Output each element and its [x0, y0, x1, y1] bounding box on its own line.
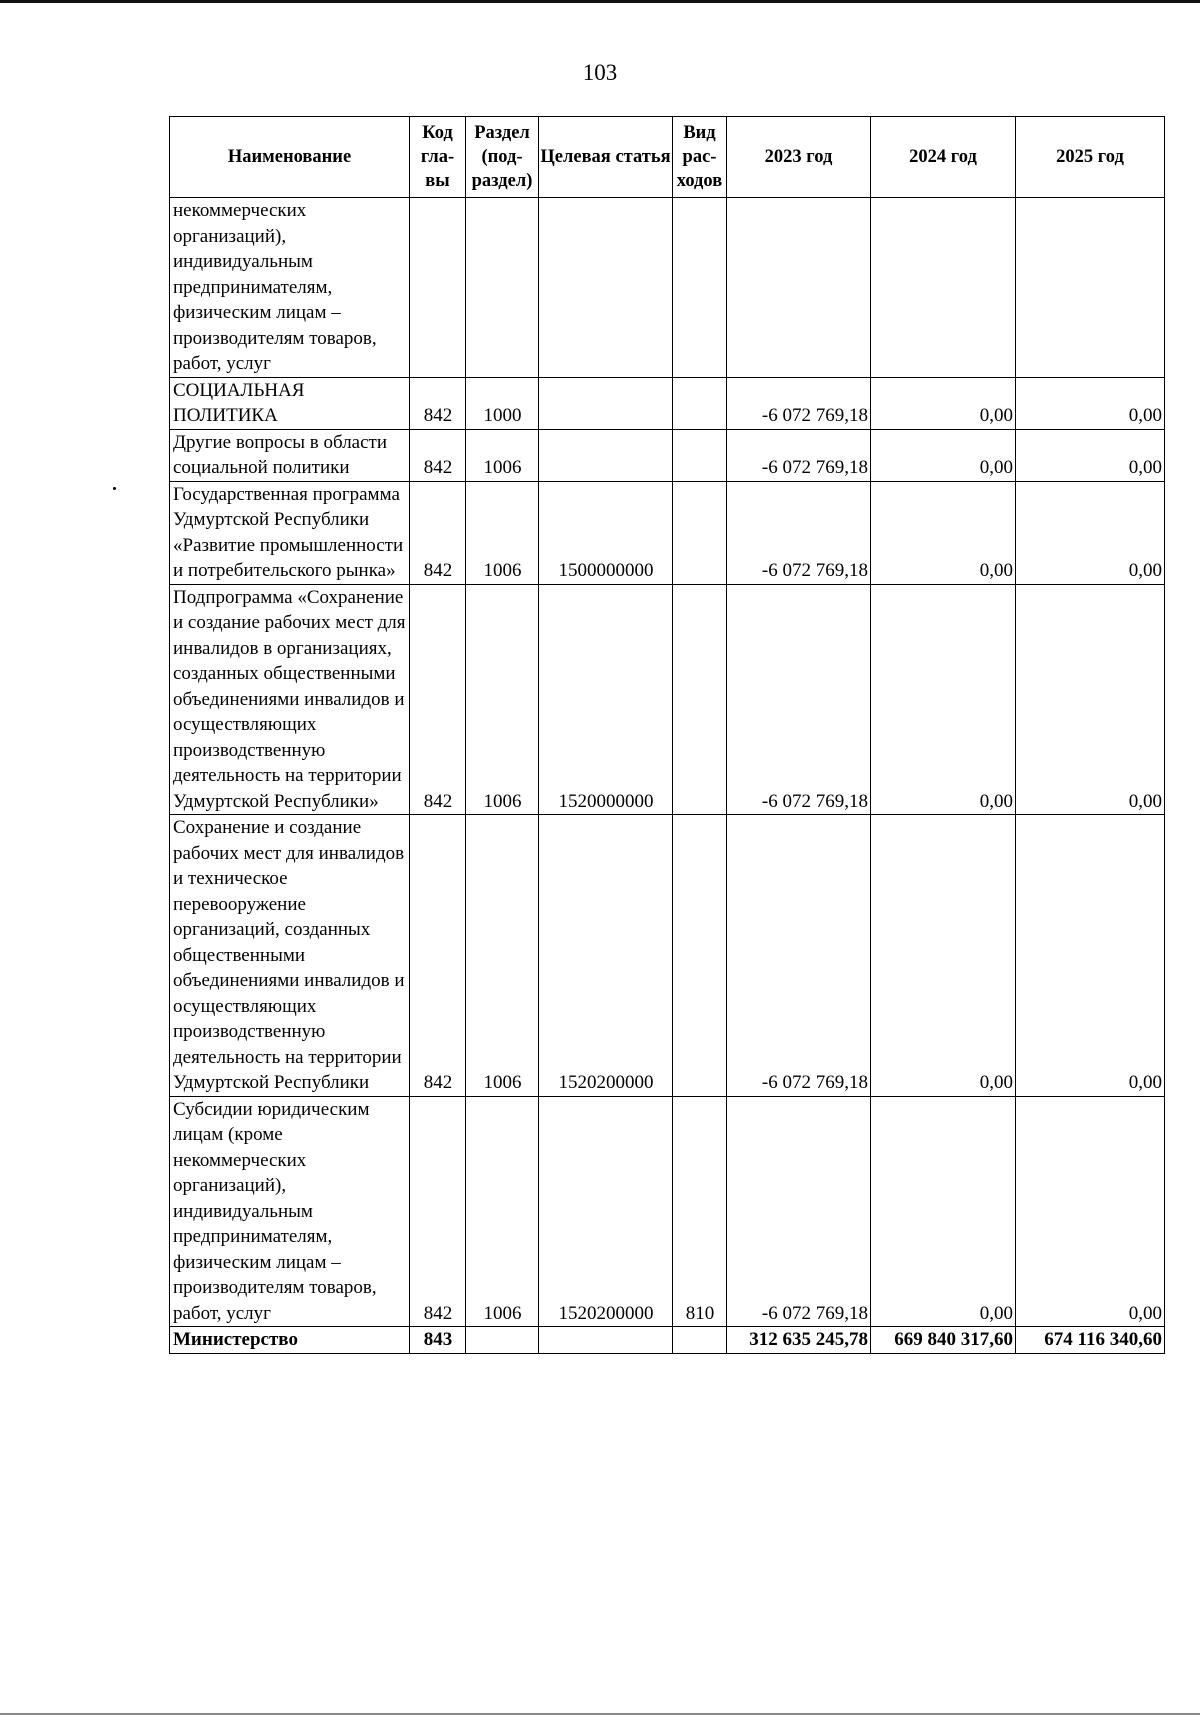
- row-expense-type: [673, 815, 727, 1097]
- row-target-article: [539, 198, 673, 378]
- header-name: Наименование: [170, 117, 410, 198]
- table-row: [170, 429, 1165, 481]
- row-expense-type: 810: [673, 1096, 727, 1327]
- row-name: некоммерческих организаций), индивидуальным предпринимателям, физическим лицам – производителям товаров, работ, услуг: [170, 198, 410, 378]
- row-target-article: 1520200000: [539, 1096, 673, 1327]
- header-2023: 2023 год: [727, 117, 871, 198]
- row-2025: 0,00: [1016, 584, 1165, 815]
- total-2025: 674 116 340,60: [1016, 1327, 1165, 1354]
- scan-speck: [113, 487, 116, 490]
- row-2025: 0,00: [1016, 1096, 1165, 1327]
- row-target-article: 1500000000: [539, 481, 673, 584]
- row-section: 1006: [466, 584, 539, 815]
- row-2023: -6 072 769,18: [727, 377, 871, 429]
- row-2025: 0,00: [1016, 429, 1165, 481]
- table-row: [170, 198, 1165, 378]
- budget-table: [169, 116, 1165, 1354]
- row-section: 1006: [466, 1096, 539, 1327]
- row-2025: 0,00: [1016, 481, 1165, 584]
- total-2023: 312 635 245,78: [727, 1327, 871, 1354]
- row-expense-type: [673, 198, 727, 378]
- total-name: Министерство: [170, 1327, 410, 1354]
- table-row: [170, 1096, 1165, 1327]
- header-2024: 2024 год: [871, 117, 1016, 198]
- header-target-article: Целевая статья: [539, 117, 673, 198]
- row-2024: 0,00: [871, 815, 1016, 1097]
- row-chapter-code: 842: [410, 377, 466, 429]
- total-expense-type: [673, 1327, 727, 1354]
- row-2024: 0,00: [871, 481, 1016, 584]
- row-name: Другие вопросы в области социальной политики: [170, 429, 410, 481]
- row-2024: [871, 198, 1016, 378]
- row-name: Подпрограмма «Сохранение и создание рабочих мест для инвалидов в организациях, созданных общественными объединениями инвалидов и осуществляющих производственную деятельность на территории Удмуртской Республики»: [170, 584, 410, 815]
- row-target-article: [539, 429, 673, 481]
- row-2024: 0,00: [871, 429, 1016, 481]
- row-target-article: 1520000000: [539, 584, 673, 815]
- row-2024: 0,00: [871, 377, 1016, 429]
- row-2025: 0,00: [1016, 815, 1165, 1097]
- row-2023: [727, 198, 871, 378]
- total-2024: 669 840 317,60: [871, 1327, 1016, 1354]
- row-section: 1000: [466, 377, 539, 429]
- header-expense-type: Вид рас- ходов: [673, 117, 727, 198]
- table-header-row: [170, 117, 1165, 198]
- table-row: [170, 481, 1165, 584]
- table-row: [170, 584, 1165, 815]
- total-chapter-code: 843: [410, 1327, 466, 1354]
- row-target-article: [539, 377, 673, 429]
- row-expense-type: [673, 429, 727, 481]
- row-chapter-code: [410, 198, 466, 378]
- total-target-article: [539, 1327, 673, 1354]
- row-2024: 0,00: [871, 584, 1016, 815]
- row-chapter-code: 842: [410, 1096, 466, 1327]
- row-2024: 0,00: [871, 1096, 1016, 1327]
- row-name: СОЦИАЛЬНАЯ ПОЛИТИКА: [170, 377, 410, 429]
- row-2025: [1016, 198, 1165, 378]
- row-2023: -6 072 769,18: [727, 481, 871, 584]
- row-section: 1006: [466, 429, 539, 481]
- row-chapter-code: 842: [410, 584, 466, 815]
- row-expense-type: [673, 584, 727, 815]
- header-section: Раздел (под- раздел): [466, 117, 539, 198]
- row-expense-type: [673, 377, 727, 429]
- row-target-article: 1520200000: [539, 815, 673, 1097]
- row-2023: -6 072 769,18: [727, 584, 871, 815]
- row-2023: -6 072 769,18: [727, 429, 871, 481]
- table-row: [170, 377, 1165, 429]
- row-2025: 0,00: [1016, 377, 1165, 429]
- row-section: 1006: [466, 481, 539, 584]
- row-expense-type: [673, 481, 727, 584]
- table-total-row: [170, 1327, 1165, 1354]
- row-2023: -6 072 769,18: [727, 1096, 871, 1327]
- row-chapter-code: 842: [410, 815, 466, 1097]
- row-name: Субсидии юридическим лицам (кроме некоммерческих организаций), индивидуальным предпринимателям, физическим лицам – производителям товаров, работ, услуг: [170, 1096, 410, 1327]
- row-name: Сохранение и создание рабочих мест для инвалидов и техническое перевооружение организаций, созданных общественными объединениями инвалидов и осуществляющих производственную деятельность на территории Удмуртской Республики: [170, 815, 410, 1097]
- row-2023: -6 072 769,18: [727, 815, 871, 1097]
- scan-top-edge: [0, 0, 1200, 3]
- header-2025: 2025 год: [1016, 117, 1165, 198]
- row-chapter-code: 842: [410, 481, 466, 584]
- row-chapter-code: 842: [410, 429, 466, 481]
- header-chapter-code: Код гла- вы: [410, 117, 466, 198]
- total-section: [466, 1327, 539, 1354]
- page-number: 103: [582, 60, 618, 85]
- row-section: 1006: [466, 815, 539, 1097]
- row-section: [466, 198, 539, 378]
- row-name: Государственная программа Удмуртской Республики «Развитие промышленности и потребительского рынка»: [170, 481, 410, 584]
- table-row: [170, 815, 1165, 1097]
